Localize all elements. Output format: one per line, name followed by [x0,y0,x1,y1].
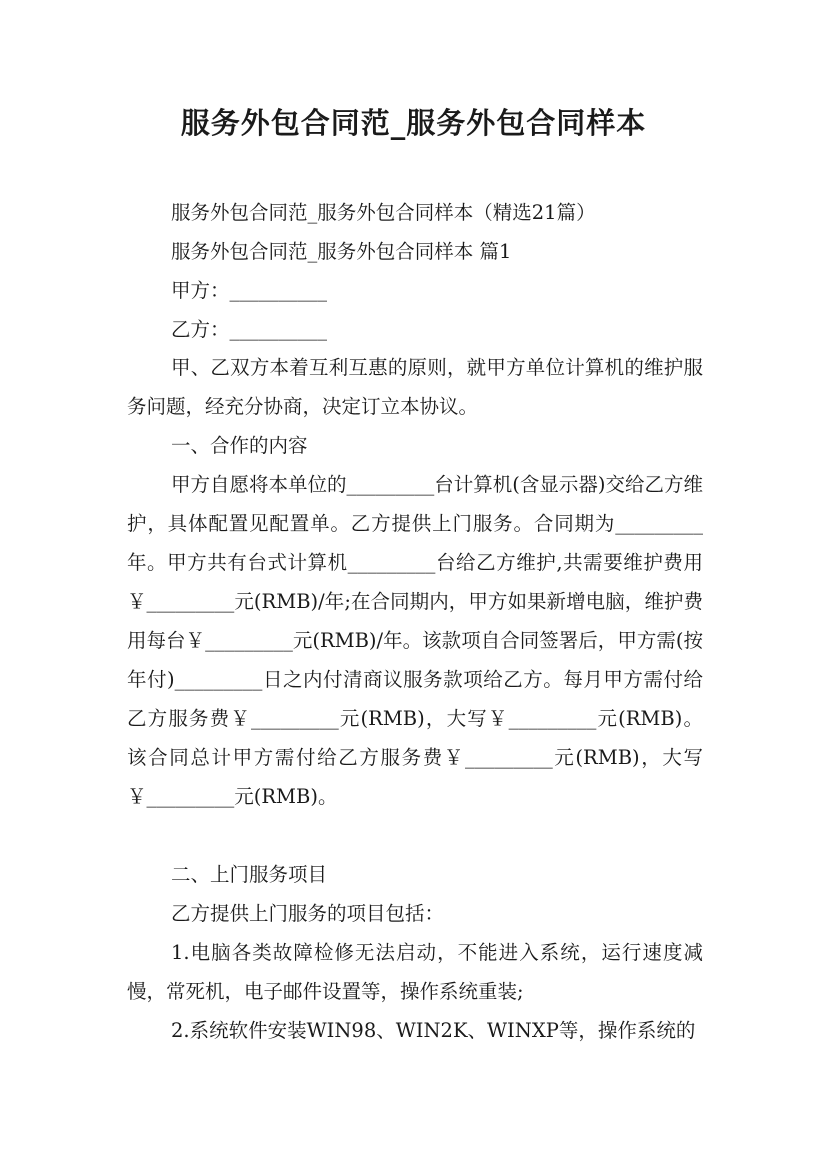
document-title: 服务外包合同范_服务外包合同样本 [180,106,647,140]
party-b-line: 乙方：__________ [171,318,328,341]
section-2-heading: 二、上门服务项目 [171,863,328,886]
preamble-paragraph: 甲、乙双方本着互利互惠的原则，就甲方单位计算机的维护服务问题，经充分协商，决定订立本协议。 [127,356,703,418]
section-2-intro: 乙方提供上门服务的项目包括： [171,902,445,925]
part-heading: 服务外包合同范_服务外包合同样本 篇1 [171,240,512,263]
section-1-body: 甲方自愿将本单位的_________台计算机(含显示器)交给乙方维护，具体配置见配置单。乙方提供上门服务。合同期为_________年。甲方共有台式计算机_________台给乙方维护,共需要维护费用￥_________元(RMB)/年;在合同期内，甲方如果新增电脑，维护费用每台￥_________元(RMB)/年。该款项自合同签署后，甲方需(按年付)_________日之内付清商议服务款项给乙方。每月甲方需付给乙方服务费￥_________元(RMB)，大写￥_________元(RMB)。该合同总计甲方需付给乙方服务费￥_________元(RMB)，大写￥_________元(RMB)。 [127,473,703,808]
service-item-2: 2.系统软件安装WIN98、WIN2K、WINXP等，操作系统的 [171,1019,696,1042]
section-1-heading: 一、合作的内容 [171,434,308,457]
service-item-1: 1.电脑各类故障检修无法启动，不能进入系统，运行速度减慢，常死机，电子邮件设置等，操作系统重装; [127,941,703,1003]
intro-line: 服务外包合同范_服务外包合同样本（精选21篇） [171,201,596,224]
party-a-line: 甲方：__________ [171,279,328,302]
